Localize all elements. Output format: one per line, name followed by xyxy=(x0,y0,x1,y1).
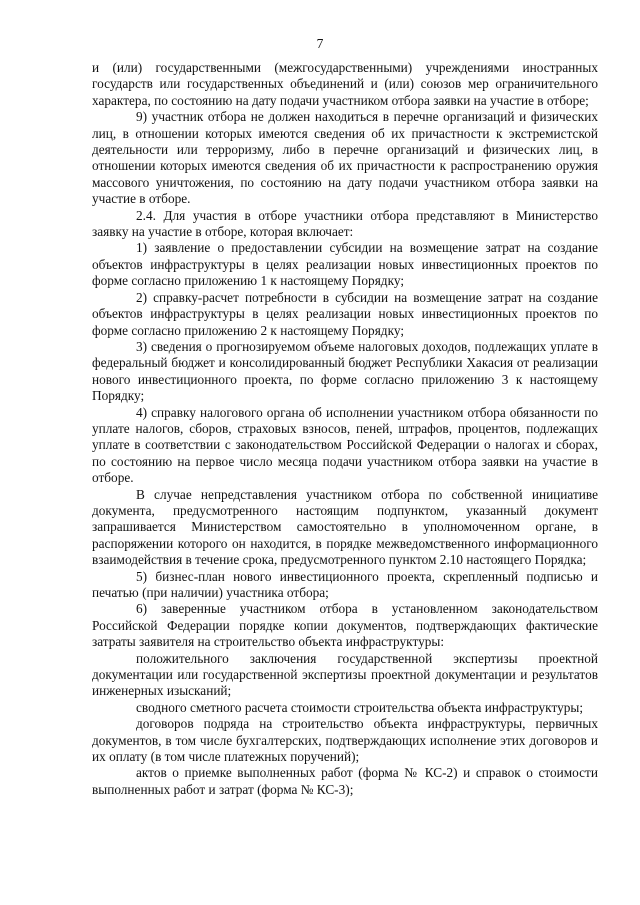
page-number: 7 xyxy=(316,36,324,51)
paragraph-item-9: 9) участник отбора не должен находиться в перечне организаций и физических лиц, в отношении которых имеются сведения об их причастности к экстремистской деятельности или терроризму, либо в перечне организаций и физических лиц, в отношении которых имеются сведения об их причастности к распространению оружия массового уничтожения, по состоянию на дату подачи участником отбора заявки на участие в отборе. xyxy=(92,109,598,207)
paragraph-item-2: 2) справку-расчет потребности в субсидии на возмещение затрат на создание объектов инфраструктуры в целях реализации новых инвестиционных проектов по форме согласно приложению 2 к настоящему Порядку; xyxy=(92,289,598,338)
paragraph-item-3: 3) сведения о прогнозируемом объеме налоговых доходов, подлежащих уплате в федеральный бюджет и консолидированный бюджет Республики Хакасия от реализации нового инвестиционного проекта, по форме согласно приложению 3 к настоящему Порядку; xyxy=(92,338,598,404)
paragraph-item-6: 6) заверенные участником отбора в установленном законодательством Российской Федерации порядке копии документов, подтверждающих фактические затраты заявителя на строительство объекта инфраструктуры: xyxy=(92,601,598,650)
paragraph-acts: актов о приемке выполненных работ (форма № КС-2) и справок о стоимости выполненных работ и затрат (форма № КС-3); xyxy=(92,765,598,797)
paragraph-item-5: 5) бизнес-план нового инвестиционного проекта, скрепленный подписью и печатью (при наличии) участника отбора; xyxy=(92,568,598,600)
document-body xyxy=(92,60,598,798)
paragraph-estimate: сводного сметного расчета стоимости строительства объекта инфраструктуры; xyxy=(136,699,584,715)
paragraph-continuation: и (или) государственными (межгосударственными) учреждениями иностранных государств или государственных объединений и (или) союзов мер ограничительного характера, по состоянию на дату подачи участником отбора заявки на участие в отборе; xyxy=(92,60,598,108)
paragraph-contracts: договоров подряда на строительство объекта инфраструктуры, первичных документов, в том числе бухгалтерских, подтверждающих исполнение этих договоров и их оплату (в том числе платежных поручений); xyxy=(92,716,598,765)
paragraph-section-2-4: 2.4. Для участия в отборе участники отбора представляют в Министерство заявку на участие в отборе, которая включает: xyxy=(92,207,598,240)
paragraph-item-1: 1) заявление о предоставлении субсидии на возмещение затрат на создание объектов инфраструктуры в целях реализации новых инвестиционных проектов по форме согласно приложению 1 к настоящему Порядку; xyxy=(92,240,598,289)
paragraph-item-4: 4) справку налогового органа об исполнении участником отбора обязанности по уплате налогов, сборов, страховых взносов, пеней, штрафов, процентов, подлежащих уплате в соответствии с законодательством Российской Федерации о налогах и сборах, по состоянию на первое число месяца подачи участником отбора заявки на участие в отборе. xyxy=(92,404,598,486)
paragraph-expertise-conclusion: положительного заключения государственной экспертизы проектной документации или государственной экспертизы проектной документации и результатов инженерных изысканий; xyxy=(92,650,598,699)
paragraph-non-submission: В случае непредставления участником отбора по собственной инициативе документа, предусмотренного настоящим подпунктом, указанный документ запрашивается Министерством самостоятельно в уполномоченном органе, в распоряжении которого он находится, в порядке межведомственного информационного взаимодействия в течение срока, предусмотренного пунктом 2.10 настоящего Порядка; xyxy=(92,486,598,568)
